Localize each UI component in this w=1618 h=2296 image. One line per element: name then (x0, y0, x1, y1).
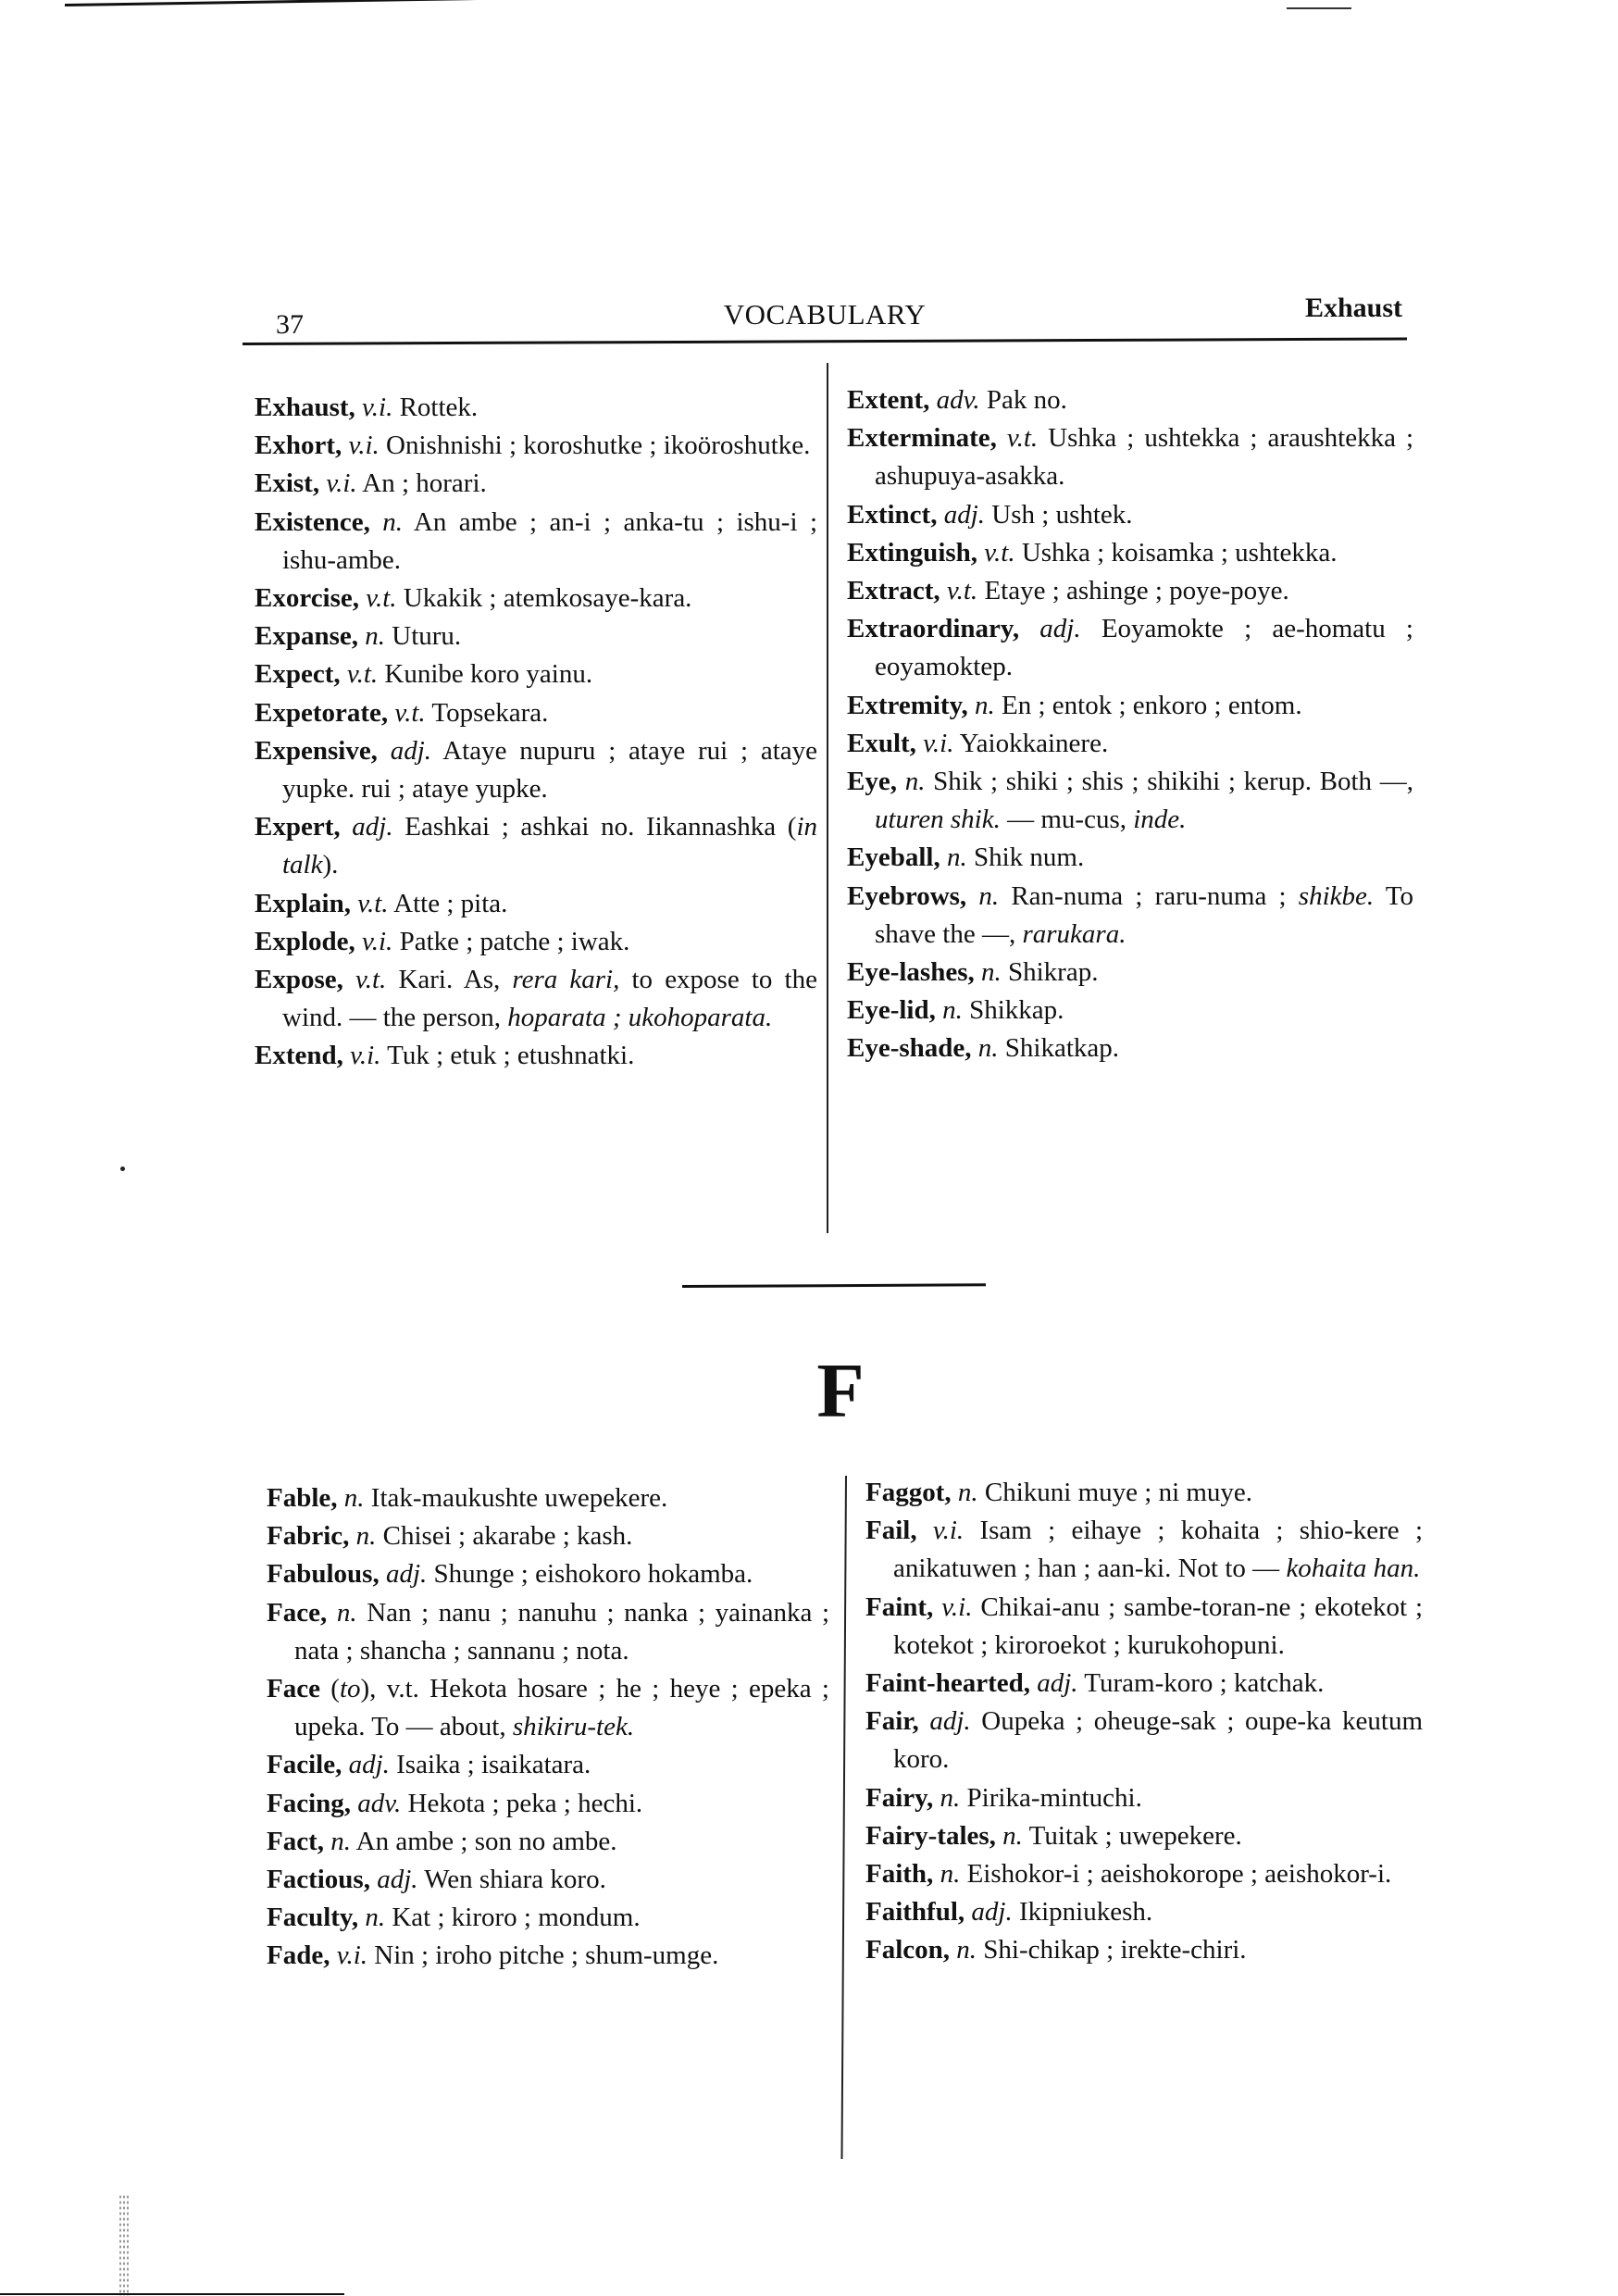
definition-text: Hekota ; peka ; hechi. (401, 1788, 643, 1818)
part-of-speech: v.t. (366, 583, 397, 614)
definition-text: An ; horari. (356, 468, 487, 499)
dictionary-entry (255, 465, 817, 503)
definition-text: Ukakik ; atemkosaye-kara. (396, 583, 692, 614)
part-of-speech: adj. (385, 1559, 428, 1590)
headword: Faint-hearted, (865, 1668, 1030, 1699)
dictionary-entry (865, 1779, 1423, 1817)
headword: Exult, (847, 728, 916, 758)
part-of-speech: adv. (936, 385, 980, 415)
headword: Expensive, (255, 735, 378, 766)
part-of-speech: v.t. (357, 888, 389, 918)
page-header (243, 287, 1407, 340)
part-of-speech: n. (981, 957, 1002, 988)
dictionary-entry (865, 1665, 1423, 1703)
dictionary-entry (267, 1479, 829, 1517)
headword: Fail, (865, 1516, 917, 1546)
guide-word: Exhaust (1304, 293, 1402, 323)
definition-text: to expose to the wind. — the person, (282, 965, 817, 1033)
definition-text: Eishokor-i ; aeishokorope ; aeishokor-i. (960, 1859, 1392, 1890)
scan-bottom-edge (0, 2293, 344, 2295)
part-of-speech: adj. (377, 1865, 418, 1895)
definition-text: Chikai-anu ; sambe-toran-ne ; ekotekot ; kotekot ; kiroroekot ; kurukohopuni. (893, 1591, 1424, 1660)
definition-text: Kari. As, (386, 965, 513, 995)
dictionary-entry (255, 923, 817, 961)
headword: Facile, (267, 1750, 342, 1780)
definition-text: Etaye ; ashinge ; poye-poye. (977, 576, 1289, 606)
definition-text: En ; entok ; enkoro ; entom. (994, 690, 1302, 720)
dictionary-entry (255, 427, 817, 465)
dictionary-entry (255, 1037, 817, 1075)
definition-text: Tuk ; etuk ; etushnatki. (380, 1041, 635, 1071)
dictionary-entry (267, 1823, 829, 1861)
part-of-speech: n. (343, 1483, 365, 1513)
part-of-speech: adj. (352, 812, 393, 842)
margin-speck (120, 1167, 125, 1171)
definition-text: Chikuni muye ; ni muye. (977, 1478, 1253, 1507)
definition-text: Isam ; eihaye ; kohaita ; shio-kere ; anikatuwen ; han ; aan-ki. Not to — (893, 1516, 1424, 1584)
definition-text: Shik num. (966, 842, 1085, 873)
headword: Facing, (267, 1788, 352, 1818)
part-of-speech: n. (382, 506, 404, 537)
definition-text: ), v.t. Hekota hosare ; he ; heye ; epeka ; upeka. To — about, (294, 1674, 829, 1742)
headword: Fable, (267, 1483, 338, 1513)
definition-text: Rottek. (392, 393, 479, 422)
dictionary-entry (267, 1517, 829, 1555)
dictionary-entry (847, 610, 1413, 686)
headword: Expose, (255, 965, 343, 995)
dictionary-entry (847, 687, 1413, 725)
dictionary-entry (847, 381, 1413, 419)
dictionary-entry (847, 534, 1413, 572)
headword: Extent, (847, 385, 930, 415)
dictionary-entry (865, 1474, 1423, 1512)
dictionary-entry (255, 961, 817, 1037)
definition-text: Shunge ; eishokoro hokamba. (427, 1559, 753, 1590)
italic-gloss: kohaita han. (1286, 1554, 1421, 1584)
part-of-speech: adj. (971, 1897, 1013, 1928)
column-top-right (847, 381, 1413, 1068)
definition-text: Kat ; kiroro ; mondum. (385, 1903, 641, 1933)
headword: Exhort, (255, 430, 342, 461)
part-of-speech: adj. (929, 1706, 971, 1737)
part-of-speech: n. (355, 1521, 377, 1552)
definition-text: Kunibe koro yainu. (378, 659, 593, 690)
headword: Expanse, (255, 621, 359, 652)
definition-text: Shikkap. (962, 995, 1064, 1026)
dictionary-entry (255, 655, 817, 693)
column-bottom-left (267, 1479, 829, 1976)
part-of-speech: n. (957, 1478, 978, 1507)
part-of-speech: v.i. (923, 728, 954, 758)
headword: Expetorate, (255, 697, 389, 728)
definition-text: Itak-maukushte uwepekere. (364, 1483, 668, 1513)
definition-text: Tuitak ; uwepekere. (1022, 1820, 1242, 1851)
dictionary-entry (847, 839, 1413, 877)
headword: Expect, (255, 659, 341, 690)
headword: Fabric, (267, 1521, 350, 1552)
italic-gloss: inde. (1133, 805, 1187, 835)
headword: Explain, (255, 888, 351, 918)
headword: Extremity, (847, 690, 968, 720)
headword: Fabulous, (267, 1559, 380, 1590)
column-divider (840, 1476, 847, 2159)
dictionary-entry (255, 885, 817, 923)
headword: Faint, (865, 1591, 934, 1622)
headword: Falcon, (865, 1935, 951, 1965)
dictionary-entry (847, 992, 1413, 1029)
headword: Eyeball, (847, 842, 940, 873)
part-of-speech: n. (940, 1782, 961, 1813)
dictionary-entry (865, 1703, 1423, 1778)
part-of-speech: v.i. (932, 1516, 965, 1546)
part-of-speech: n. (977, 1033, 999, 1064)
page-number: 37 (276, 309, 304, 340)
part-of-speech: n. (975, 690, 995, 720)
dictionary-entry (255, 504, 817, 580)
headword: Fairy, (865, 1782, 934, 1813)
definition-text: Ush ; ushtek. (985, 499, 1133, 530)
part-of-speech: adj. (390, 735, 432, 766)
dictionary-entry (267, 1670, 829, 1746)
headword: Fair, (865, 1706, 919, 1737)
headword: Eye-lashes, (847, 957, 975, 988)
headword: Factious, (267, 1865, 370, 1895)
part-of-speech: v.t. (346, 659, 379, 690)
part-of-speech: v.i. (941, 1591, 973, 1622)
part-of-speech: adj. (1039, 614, 1081, 644)
dictionary-entry (267, 1555, 829, 1593)
part-of-speech: n. (956, 1935, 977, 1965)
dictionary-entry (267, 1899, 829, 1937)
part-of-speech: v.t. (946, 576, 978, 606)
header-rule (243, 338, 1407, 345)
dictionary-entry (865, 1893, 1423, 1931)
dictionary-entry (847, 419, 1413, 495)
dictionary-entry (267, 1594, 829, 1670)
definition-text: Wen shiara koro. (417, 1865, 606, 1895)
dictionary-entry (847, 572, 1413, 610)
dictionary-entry (865, 1817, 1423, 1855)
definition-text: Uturu. (385, 621, 462, 652)
dictionary-entry (865, 1931, 1423, 1969)
italic-gloss: rarukara. (1022, 918, 1126, 949)
definition-text: Shikrap. (1001, 957, 1099, 988)
definition-text: Nin ; iroho pitche ; shum-umge. (367, 1940, 719, 1971)
definition-text: Ran-numa ; raru-numa ; (999, 880, 1299, 911)
definition-text: An ambe ; son no ambe. (351, 1826, 617, 1856)
dictionary-entry (255, 580, 817, 618)
dictionary-entry (267, 1746, 829, 1784)
dictionary-entry (847, 954, 1413, 992)
part-of-speech: v.i. (362, 926, 393, 956)
headword: Exorcise, (255, 583, 360, 614)
part-of-speech: n. (330, 1826, 351, 1856)
section-rule (682, 1283, 986, 1288)
headword: Face, (267, 1597, 328, 1628)
part-of-speech: v.i. (362, 393, 393, 422)
definition-text: Ataye nupuru ; ataye rui ; ataye yupke. rui ; ataye yupke. (282, 735, 818, 805)
headword: Exist, (255, 468, 320, 499)
dictionary-entry (847, 763, 1413, 839)
italic-gloss: shikiru-tek. (512, 1712, 635, 1742)
italic-gloss: hoparata ; ukohoparata. (507, 1003, 773, 1033)
definition-text: Eoyamokte ; ae-homatu ; eoyamoktep. (875, 614, 1413, 682)
dictionary-entry (255, 694, 817, 732)
dictionary-entry (847, 1029, 1413, 1067)
dictionary-entry (865, 1589, 1423, 1665)
dictionary-entry (255, 732, 817, 808)
definition-text: Topsekara. (425, 697, 549, 728)
dictionary-entry (847, 496, 1413, 534)
headword: Eye-shade, (847, 1033, 972, 1064)
scan-edge-artifact (1287, 7, 1351, 9)
dictionary-entry (267, 1861, 829, 1899)
part-of-speech: v.t. (394, 697, 426, 728)
part-of-speech: n. (904, 767, 926, 797)
headword: Extinct, (847, 499, 938, 530)
definition-text: Onishnishi ; koroshutke ; ikoöroshutke. (379, 430, 811, 461)
definition-text: Pirika-mintuchi. (960, 1782, 1142, 1813)
dictionary-entry (255, 618, 817, 655)
column-bottom-right (865, 1474, 1423, 1970)
definition-text: Ushka ; ushtekka ; araushtekka ; ashupuya-asakka. (875, 423, 1413, 492)
definition-text: Nan ; nanu ; nanuhu ; nanka ; yainanka ; nata ; shancha ; sannanu ; nota. (294, 1597, 830, 1666)
definition-text: To shave the —, (875, 880, 1414, 949)
headword: Extract, (847, 576, 940, 606)
scan-edge-artifact (65, 0, 1435, 6)
part-of-speech: n. (365, 1903, 386, 1933)
definition-text: Turam-koro ; katchak. (1077, 1668, 1325, 1699)
headword: Fairy-tales, (865, 1820, 996, 1851)
part-of-speech: v.t. (984, 537, 1015, 568)
column-top-left (255, 389, 817, 1076)
part-of-speech: n. (978, 880, 1000, 911)
definition-text: ( (319, 1674, 340, 1704)
part-of-speech: n. (942, 995, 963, 1026)
headword: Face (267, 1674, 320, 1704)
headword: Fact, (267, 1826, 324, 1856)
headword: Extinguish, (847, 537, 978, 568)
italic-gloss: to (339, 1674, 361, 1704)
part-of-speech: v.i. (350, 1041, 381, 1071)
margin-speck (118, 2194, 130, 2296)
italic-gloss: rera kari, (512, 965, 620, 995)
part-of-speech: n. (336, 1597, 357, 1628)
part-of-speech: adj. (943, 499, 986, 530)
part-of-speech: adv. (357, 1788, 402, 1818)
part-of-speech: v.i. (326, 468, 357, 499)
headword: Faithful, (865, 1897, 965, 1928)
dictionary-entry (267, 1937, 829, 1975)
definition-text: Patke ; patche ; iwak. (392, 926, 630, 956)
italic-gloss: shikbe. (1298, 880, 1375, 911)
part-of-speech: n. (365, 621, 386, 652)
headword: Fade, (267, 1940, 330, 1971)
headword: Exterminate, (847, 423, 997, 454)
section-letter: F (816, 1348, 865, 1434)
headword: Faggot, (865, 1478, 952, 1507)
headword: Existence, (255, 506, 370, 537)
dictionary-entry (255, 389, 817, 427)
running-title: VOCABULARY (723, 298, 927, 331)
definition-text: Atte ; pita. (388, 888, 508, 918)
definition-text: Isaika ; isaikatara. (389, 1750, 591, 1780)
part-of-speech: v.i. (348, 430, 380, 461)
headword: Expert, (255, 812, 341, 842)
definition-text: Pak no. (979, 385, 1067, 415)
definition-text: Ushka ; koisamka ; ushtekka. (1014, 537, 1338, 568)
definition-text: An ambe ; an-i ; anka-tu ; ishu-i ; ishu-ambe. (282, 506, 817, 575)
headword: Extraordinary, (847, 614, 1020, 644)
part-of-speech: v.t. (355, 965, 387, 995)
dictionary-entry (865, 1512, 1423, 1588)
dictionary-entry (847, 725, 1413, 763)
definition-text: Shi-chikap ; irekte-chiri. (977, 1935, 1247, 1965)
definition-text: — mu-cus, (1000, 805, 1134, 835)
definition-text: Eashkai ; ashkai no. Iikannashka ( (392, 812, 797, 842)
dictionary-entry (255, 808, 817, 884)
part-of-speech: n. (940, 1859, 961, 1890)
definition-text: Shik ; shiki ; shis ; shikihi ; kerup. Both —, (925, 767, 1414, 797)
part-of-speech: adj. (1037, 1668, 1078, 1699)
definition-text: ). (322, 850, 339, 880)
italic-gloss: in talk (282, 812, 818, 880)
column-divider (827, 363, 828, 1233)
definition-text: Oupeka ; oheuge-sak ; oupe-ka keutum koro. (893, 1706, 1424, 1775)
headword: Explode, (255, 926, 355, 956)
italic-gloss: uturen shik. (875, 805, 1001, 835)
dictionary-entry (267, 1785, 829, 1823)
headword: Eye, (847, 767, 897, 797)
definition-text: Shikatkap. (998, 1033, 1120, 1064)
headword: Faith, (865, 1859, 934, 1890)
definition-text: Chisei ; akarabe ; kash. (376, 1521, 633, 1552)
definition-text: Ikipniukesh. (1012, 1897, 1153, 1928)
headword: Eye-lid, (847, 995, 936, 1026)
part-of-speech: n. (946, 842, 967, 873)
headword: Eyebrows, (847, 880, 967, 911)
headword: Faculty, (267, 1903, 359, 1933)
part-of-speech: n. (1002, 1820, 1023, 1851)
headword: Exhaust, (255, 393, 355, 422)
headword: Extend, (255, 1041, 343, 1071)
part-of-speech: v.i. (336, 1940, 367, 1971)
part-of-speech: v.t. (1006, 423, 1039, 454)
definition-text: Yaiokkainere. (953, 728, 1109, 758)
dictionary-entry (865, 1855, 1423, 1893)
dictionary-entry (847, 878, 1413, 954)
part-of-speech: adj. (348, 1750, 390, 1780)
